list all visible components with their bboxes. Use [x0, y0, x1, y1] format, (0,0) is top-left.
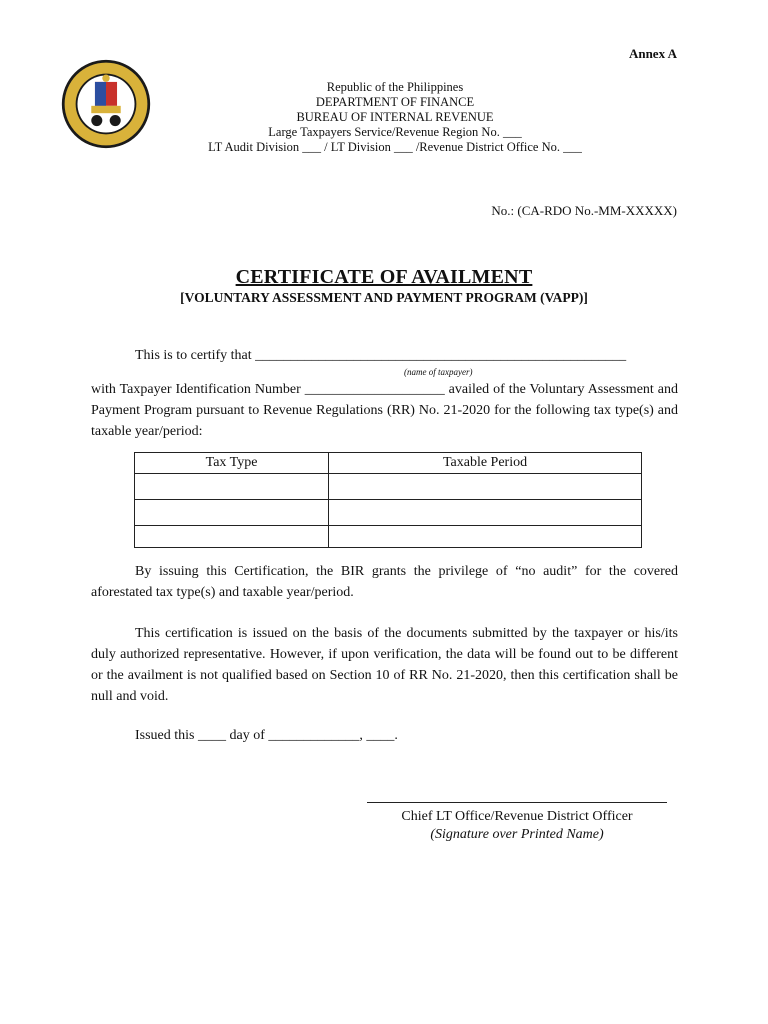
table-row: [135, 500, 642, 526]
table-cell: [329, 474, 642, 500]
annex-label: Annex A: [628, 46, 677, 61]
header-tax-type: Tax Type: [135, 453, 329, 474]
header-republic: Republic of the Philippines: [326, 80, 464, 94]
header-department: DEPARTMENT OF FINANCE: [315, 95, 475, 109]
table-cell: [329, 500, 642, 526]
table-row: [135, 526, 642, 548]
table-header-row: [135, 453, 642, 474]
document-number: No.: (CA-RDO No.-MM-XXXXX): [491, 203, 677, 218]
header-bureau: BUREAU OF INTERNAL REVENUE: [296, 110, 494, 124]
header-taxable-period: Taxable Period: [329, 453, 642, 474]
table-cell: [135, 474, 329, 500]
basis-paragraph: This certification is issued on the basis of the documents submitted by the taxpayer or his/its duly authorized representative. However, if upon verification, the data will be found out to be different or the availment is not qualified based on Section 10 of RR No. 21-2020, then this certification shall be null and void.: [91, 626, 678, 704]
table-cell: [135, 500, 329, 526]
signature-block: [367, 808, 667, 844]
header-region: Large Taxpayers Service/Revenue Region No. ___: [268, 125, 522, 139]
bir-seal-logo: [60, 58, 152, 150]
certificate-title: CERTIFICATE OF AVAILMENT: [235, 266, 533, 288]
signatory-title: Chief LT Office/Revenue District Officer: [401, 809, 633, 824]
agency-header: [170, 80, 620, 155]
certify-body: with Taxpayer Identification Number ____________________ availed of the Voluntary Assessment and Payment Program pursuant to Revenue Regulations (RR) No. 21-2020 for the following tax type(s) and taxable year/period:: [91, 382, 678, 439]
certificate-subtitle: [VOLUNTARY ASSESSMENT AND PAYMENT PROGRAM (VAPP)]: [180, 290, 588, 305]
signature-line: [367, 802, 667, 803]
issued-line: Issued this ____ day of _____________, ____.: [135, 728, 398, 743]
signatory-subtitle: (Signature over Printed Name): [430, 827, 604, 842]
certify-line: This is to certify that _____________________________________________________: [135, 348, 627, 363]
header-division: LT Audit Division ___ / LT Division ___ /Revenue District Office No. ___: [208, 140, 582, 154]
no-audit-paragraph: By issuing this Certification, the BIR grants the privilege of “no audit” for the covered aforestated tax type(s) and taxable year/period.: [91, 564, 678, 600]
table-cell: [135, 526, 329, 548]
table-cell: [329, 526, 642, 548]
tax-type-table: [134, 452, 642, 548]
table-row: [135, 474, 642, 500]
name-of-taxpayer-hint: (name of taxpayer): [404, 367, 473, 377]
